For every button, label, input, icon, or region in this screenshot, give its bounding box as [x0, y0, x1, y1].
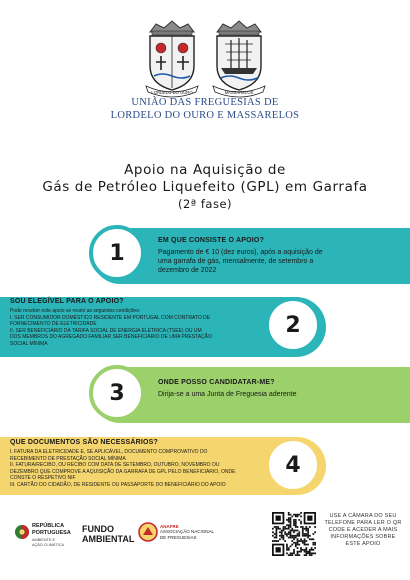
title-line-2: Gás de Petróleo Liquefeito (GPL) em Garrafa	[42, 179, 368, 195]
section-4-text-line: RECEBIMENTO DE PRESTAÇÃO SOCIAL MÍNIMA	[10, 455, 126, 462]
section-4-number: 4	[265, 437, 321, 493]
qr-instructions	[322, 513, 404, 548]
fundo-line-1: FUNDO	[82, 524, 114, 534]
section-3-heading: ONDE POSSO CANDIDATAR-ME?	[158, 379, 275, 386]
section-3-number: 3	[89, 365, 145, 421]
republica-line-1: REPÚBLICA	[32, 523, 65, 529]
anafre-emblem-icon	[138, 522, 158, 542]
massarelos-crest-icon	[209, 18, 269, 98]
section-1-text-line: Pagamento de € 10 (dez euros), após a aquisição de	[158, 249, 323, 256]
republica-emblem-icon	[14, 524, 30, 540]
crest-right-label: MASSARELOS	[224, 90, 254, 95]
section-1-heading: EM QUE CONSISTE O APOIO?	[158, 237, 265, 244]
union-line-2: LORDELO DO OURO E MASSARELOS	[110, 110, 300, 121]
section-4-text	[10, 449, 265, 489]
section-2-intro: Pode receber este apoio se reunir as seguintes condições:	[10, 308, 141, 314]
section-2-text-line: FORNECIMENTO DE ELETRICIDADE	[10, 321, 97, 328]
republica-sub-1: AMBIENTE E	[32, 538, 55, 542]
section-1-text-line: uma garrafa de gás, mensalmente, de setembro a	[158, 258, 314, 265]
fundo-line-2: AMBIENTAL	[82, 534, 135, 544]
section-1-number: 1	[89, 225, 145, 281]
section-4-text-line: DEZEMBRO QUE COMPROVE A AQUISIÇÃO DA GARRAFA DE GPL PELO BENEFICIÁRIO, ONDE	[10, 468, 236, 475]
section-4-text-line: II. FATURA/RECIBO, OU RECIBO COM DATA DE SETEMBRO, OUTUBRO, NOVEMBRO OU	[10, 462, 220, 469]
section-4-text-line: I. FATURA DA ELETRICIDADE E, SE APLICÁVEL, DOCUMENTO COMPROVATIVO DO	[10, 449, 208, 455]
section-2-text	[10, 308, 265, 348]
qr-text-line: ESTE APOIO	[345, 541, 381, 547]
lordelo-crest-icon	[142, 18, 202, 98]
section-2-heading: SOU ELEGÍVEL PARA O APOIO?	[10, 298, 124, 305]
section-2-text-line: SOCIAL MÍNIMA	[10, 340, 48, 347]
qr-text-line: INFORMAÇÕES SOBRE	[330, 534, 396, 540]
anafre-name: ANAFRE	[160, 524, 179, 529]
section-1-text	[158, 248, 406, 275]
title-line-3: (2ª fase)	[177, 197, 233, 211]
section-2-text-line: DOS MEMBROS DO AGREGADO FAMILIAR SER BENEFICIÁRIO DE UMA PRESTAÇÃO	[10, 334, 212, 341]
anafre-line-2: DE FREGUESIAS	[160, 534, 197, 540]
crest-left-label: LORDELO DO OURO	[151, 90, 193, 95]
section-2-text-line: II. SER BENEFICIÁRIO DA TARIFA SOCIAL DE ENERGIA ELÉTRICA (TSEE) OU UM	[10, 327, 202, 334]
anafre-line-1: ASSOCIAÇÃO NACIONAL	[160, 529, 215, 535]
section-1-text-line: dezembro de 2022	[158, 267, 217, 274]
qr-code[interactable]	[272, 512, 316, 556]
parish-union-name	[0, 96, 410, 122]
republica-line-2: PORTUGUESA	[32, 529, 71, 536]
title-line-1: Apoio na Aquisição de	[124, 162, 286, 178]
section-2-number: 2	[265, 297, 321, 353]
qr-text-line: TELEFONE PARA LER O QR	[324, 520, 402, 526]
qr-text-line: USE A CÂMARA DO SEU	[329, 513, 397, 519]
page-title	[0, 162, 410, 213]
fundo-ambiental-logo	[82, 524, 134, 550]
union-line-1: UNIÃO DAS FREGUESIAS DE	[131, 97, 279, 108]
coat-of-arms-row	[0, 18, 410, 98]
qr-text-line: CODE E ACEDER A MAIS	[328, 527, 398, 533]
section-2-text-line: I. SER CONSUMIDOR DOMÉSTICO RESIDENTE EM PORTUGAL COM CONTRATO DE	[10, 314, 211, 321]
anafre-logo	[138, 522, 218, 552]
section-3-text: Dirija-se a uma Junta de Freguesia aderente	[158, 391, 297, 398]
section-4-heading: QUE DOCUMENTOS SÃO NECESSÁRIOS?	[10, 439, 159, 446]
section-4-text-line: III. CARTÃO DO CIDADÃO, DE RESIDENTE OU PASSAPORTE DO BENEFICIÁRIO DO APOIO	[10, 481, 226, 488]
republica-portuguesa-logo	[14, 522, 76, 552]
republica-sub-2: AÇÃO CLIMÁTICA	[32, 542, 65, 547]
section-4-text-line: CONSTE O RESPETIVO NIF	[10, 475, 76, 482]
